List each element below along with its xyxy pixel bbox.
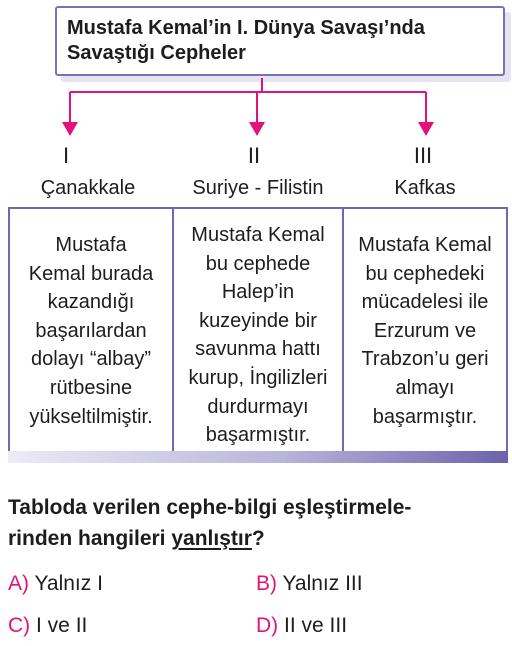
front-name-3: Kafkas	[394, 177, 456, 199]
cell-2-line: bu cephede	[205, 252, 311, 275]
option-a-letter: A)	[8, 572, 29, 595]
cell-2-line: Mustafa Kemal	[191, 224, 325, 246]
title-line-1: Mustafa Kemal’in I. Dünya Savaşı’nda	[67, 17, 425, 39]
option-c-text: I ve II	[30, 614, 88, 637]
question-underlined-word: yanlıştır	[171, 527, 252, 550]
title-line-2: Savaştığı Cepheler	[67, 42, 246, 64]
cell-2-line: durdurmayı	[207, 395, 309, 418]
front-cell-1	[8, 207, 174, 453]
cell-1-line: yükseltilmiştir.	[29, 405, 153, 428]
option-a-text: Yalnız I	[29, 572, 103, 595]
cell-3-line: almayı	[395, 376, 455, 399]
table-bottom-bar	[8, 451, 508, 463]
cell-1-line: rütbesine	[49, 376, 133, 399]
cell-1-line: başarılardan	[35, 319, 147, 342]
cell-1-line: Mustafa	[55, 234, 127, 256]
question-line-1: Tabloda verilen cephe-bilgi eşleştirmele-	[8, 496, 412, 519]
option-d-text: II ve III	[278, 614, 348, 637]
option-b[interactable]	[256, 572, 363, 596]
cell-3-line: mücadelesi ile	[361, 291, 489, 314]
option-a[interactable]	[8, 572, 103, 596]
cell-3-line: Erzurum ve	[373, 319, 477, 342]
arrow-head-1	[62, 122, 78, 136]
front-numeral-2: II	[247, 143, 261, 168]
fronts-table	[8, 207, 508, 463]
front-name-1: Çanakkale	[40, 177, 136, 199]
question-text	[8, 492, 508, 554]
cell-3-line: Trabzon’u geri	[361, 348, 489, 371]
cell-3-line: Mustafa Kemal	[358, 234, 492, 256]
cell-2-line: savunma hattı	[195, 338, 321, 361]
option-d[interactable]	[256, 614, 347, 638]
option-c-letter: C)	[8, 614, 31, 637]
cell-2-line: Halep’in	[221, 281, 295, 304]
front-cell-2	[172, 207, 344, 453]
question-mark: ?	[251, 527, 265, 550]
front-numeral-1: I	[62, 143, 70, 168]
cell-1-line: dolayı “albay”	[30, 348, 152, 371]
cell-2-line: kuzeyinde bir	[199, 309, 317, 332]
front-name-2: Suriye - Filistin	[192, 177, 324, 199]
front-numeral-3: III	[413, 143, 433, 168]
question-line-2-start: rinden hangileri	[8, 527, 172, 550]
arrow-head-2	[249, 122, 265, 136]
cell-3-line: bu cephedeki	[365, 262, 485, 285]
cell-1-line: kazandığı	[47, 291, 135, 314]
option-b-letter: B)	[256, 572, 277, 595]
question-line-2	[8, 523, 508, 554]
option-c[interactable]	[8, 614, 87, 638]
cell-2-line: kurup, İngilizleri	[188, 366, 328, 389]
cell-2-line: başarmıştır.	[205, 424, 311, 447]
cell-1-line: Kemal burada	[28, 262, 154, 285]
option-b-text: Yalnız III	[277, 572, 363, 595]
cell-3-line: başarmıştır.	[372, 405, 478, 428]
front-cell-3	[342, 207, 508, 453]
arrow-head-3	[418, 122, 434, 136]
option-d-letter: D)	[256, 614, 279, 637]
